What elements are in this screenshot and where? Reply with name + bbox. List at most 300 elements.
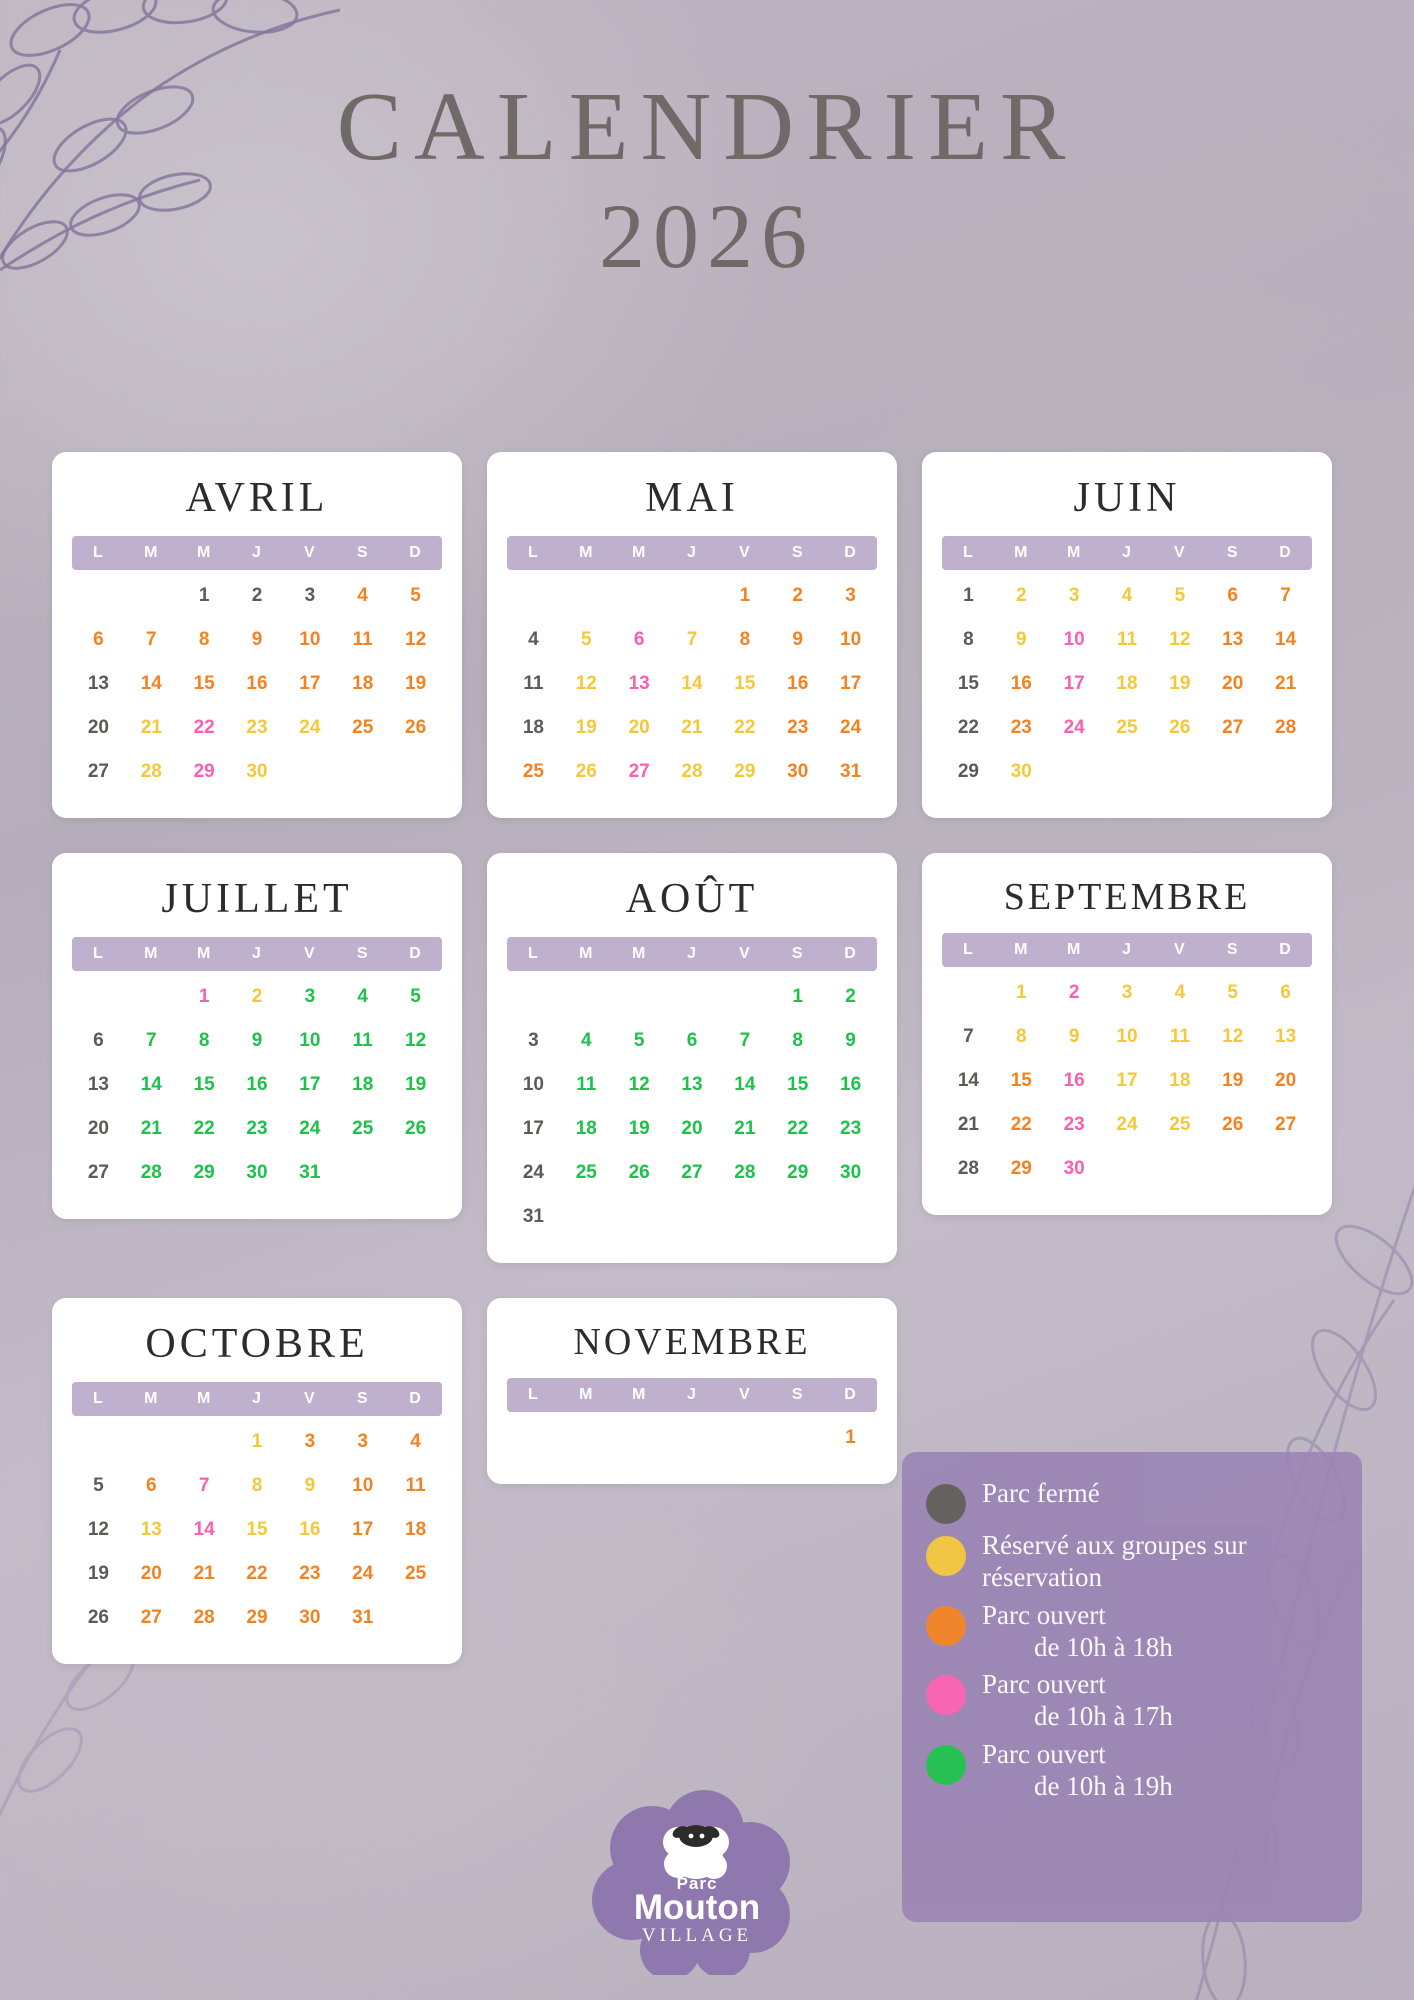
- day-cell[interactable]: 22: [193, 717, 215, 738]
- day-cell[interactable]: 12: [1222, 1026, 1244, 1047]
- weekday-label: L: [93, 1390, 104, 1407]
- weekday-header-row: [942, 536, 1312, 570]
- day-cell[interactable]: 5: [410, 585, 421, 606]
- empty-day-cell: [666, 1418, 719, 1458]
- day-cell[interactable]: 14: [957, 1070, 979, 1091]
- day-cell[interactable]: 21: [957, 1114, 979, 1135]
- day-cell[interactable]: 1: [198, 986, 210, 1007]
- day-cell[interactable]: 3: [304, 585, 316, 606]
- weekday-label: D: [409, 945, 422, 962]
- day-cell[interactable]: 5: [93, 1475, 104, 1496]
- day-cell[interactable]: 24: [522, 1162, 544, 1183]
- day-cell[interactable]: 13: [140, 1519, 162, 1540]
- day-cell[interactable]: 26: [575, 761, 597, 782]
- weekday-label: M: [1014, 544, 1029, 561]
- day-cell[interactable]: 20: [1222, 673, 1244, 694]
- empty-day-cell: [507, 977, 560, 1017]
- day-cell[interactable]: 24: [299, 1118, 321, 1139]
- day-cell[interactable]: 30: [246, 761, 268, 782]
- day-cell[interactable]: 27: [87, 761, 109, 782]
- day-cell[interactable]: 21: [193, 1563, 215, 1584]
- day-cell[interactable]: 30: [246, 1162, 268, 1183]
- day-cell[interactable]: 3: [1068, 585, 1080, 606]
- weekday-header-row: [72, 536, 442, 570]
- day-cell[interactable]: 21: [1275, 673, 1297, 694]
- legend-line-1: Parc ouvert: [982, 1599, 1106, 1630]
- month-card-août: [487, 853, 897, 1263]
- day-cell[interactable]: 19: [1169, 673, 1191, 694]
- day-cell[interactable]: 1: [198, 585, 210, 606]
- day-cell[interactable]: 18: [1169, 1070, 1191, 1091]
- weekday-label: S: [791, 945, 804, 962]
- day-cell[interactable]: 26: [405, 717, 427, 738]
- day-cell[interactable]: 21: [681, 717, 703, 738]
- day-cell[interactable]: 3: [1121, 982, 1133, 1003]
- weekday-label: J: [252, 945, 262, 962]
- day-cell[interactable]: 2: [251, 585, 263, 606]
- day-cell[interactable]: 23: [1010, 717, 1032, 738]
- month-title: MAI: [645, 475, 739, 521]
- day-cell[interactable]: 5: [580, 629, 592, 650]
- logo-parc-label: Parc: [676, 1874, 718, 1893]
- day-cell[interactable]: 15: [193, 1074, 215, 1095]
- day-cell[interactable]: 10: [840, 629, 862, 650]
- day-cell[interactable]: 10: [522, 1074, 544, 1095]
- weekday-label: V: [1174, 544, 1186, 561]
- day-cell[interactable]: 4: [410, 1431, 421, 1452]
- day-cell[interactable]: 1: [251, 1431, 263, 1452]
- day-cell[interactable]: 23: [1063, 1114, 1085, 1135]
- day-cell[interactable]: 18: [522, 717, 544, 738]
- empty-day-cell: [125, 977, 178, 1017]
- weekday-label: J: [687, 544, 697, 561]
- weekday-label: J: [1122, 544, 1132, 561]
- day-cell[interactable]: 7: [963, 1026, 974, 1047]
- day-cell[interactable]: 13: [1222, 629, 1244, 650]
- day-cell[interactable]: 22: [957, 717, 979, 738]
- day-cell[interactable]: 29: [246, 1607, 268, 1628]
- day-cell[interactable]: 20: [628, 717, 650, 738]
- legend-dot-open17: [926, 1675, 966, 1715]
- day-cell[interactable]: 11: [405, 1475, 426, 1496]
- day-cell[interactable]: 19: [628, 1118, 650, 1139]
- day-cell[interactable]: 5: [410, 986, 421, 1007]
- day-cell[interactable]: 29: [193, 761, 215, 782]
- day-cell[interactable]: 19: [1222, 1070, 1244, 1091]
- day-cell[interactable]: 26: [1169, 717, 1191, 738]
- day-cell[interactable]: 30: [1063, 1158, 1085, 1179]
- day-cell[interactable]: 17: [299, 673, 321, 694]
- day-cell[interactable]: 4: [357, 986, 368, 1007]
- empty-day-cell: [666, 576, 719, 616]
- weekday-label: S: [356, 1390, 369, 1407]
- weekday-label: J: [252, 1390, 262, 1407]
- day-cell[interactable]: 10: [1116, 1026, 1138, 1047]
- day-cell[interactable]: 22: [1010, 1114, 1032, 1135]
- day-cell[interactable]: 11: [523, 673, 544, 694]
- legend-line-2: réservation: [982, 1561, 1102, 1592]
- day-cell[interactable]: 30: [299, 1607, 321, 1628]
- month-title: AVRIL: [185, 475, 329, 521]
- empty-day-cell: [72, 576, 125, 616]
- day-cell[interactable]: 9: [1015, 629, 1027, 650]
- day-cell[interactable]: 13: [1275, 1026, 1297, 1047]
- weekday-label: M: [579, 1386, 594, 1403]
- day-cell[interactable]: 9: [251, 1030, 263, 1051]
- weekday-header-row: [507, 937, 877, 971]
- day-cell[interactable]: 10: [299, 629, 321, 650]
- weekday-label: S: [791, 544, 804, 561]
- weekday-label: L: [963, 544, 974, 561]
- day-cell[interactable]: 22: [193, 1118, 215, 1139]
- day-cell[interactable]: 7: [145, 629, 157, 650]
- weekday-label: M: [196, 544, 212, 561]
- day-cell[interactable]: 31: [522, 1206, 544, 1227]
- day-cell[interactable]: 4: [1174, 982, 1186, 1003]
- day-cell[interactable]: 5: [1227, 982, 1238, 1003]
- weekday-label: D: [844, 1386, 857, 1403]
- day-cell[interactable]: 13: [681, 1074, 703, 1095]
- day-cell[interactable]: 24: [299, 717, 321, 738]
- day-cell[interactable]: 7: [739, 1030, 751, 1051]
- empty-day-cell: [613, 576, 666, 616]
- day-cell[interactable]: 5: [633, 1030, 645, 1051]
- day-cell[interactable]: 16: [1010, 673, 1032, 694]
- weekday-label: V: [739, 945, 751, 962]
- day-cell[interactable]: 11: [1169, 1026, 1190, 1047]
- day-cell[interactable]: 16: [840, 1074, 862, 1095]
- day-cell[interactable]: 11: [1116, 629, 1138, 650]
- day-cell[interactable]: 21: [140, 1118, 162, 1139]
- title-calendrier: CALENDRIER: [336, 73, 1078, 181]
- day-cell[interactable]: 28: [140, 1162, 162, 1183]
- day-cell[interactable]: 27: [1275, 1114, 1297, 1135]
- empty-day-cell: [178, 1422, 231, 1462]
- day-cell[interactable]: 27: [681, 1162, 703, 1183]
- day-cell[interactable]: 3: [528, 1030, 539, 1051]
- day-cell[interactable]: 28: [957, 1158, 979, 1179]
- day-cell[interactable]: 1: [963, 585, 974, 606]
- weekday-label: M: [579, 945, 594, 962]
- legend-text: [982, 1669, 1173, 1733]
- day-cell[interactable]: 5: [1174, 585, 1186, 606]
- day-cell[interactable]: 6: [1227, 585, 1238, 606]
- day-cell[interactable]: 15: [246, 1519, 268, 1540]
- day-cell[interactable]: 18: [1116, 673, 1138, 694]
- day-cell[interactable]: 1: [1015, 982, 1027, 1003]
- day-cell[interactable]: 11: [576, 1074, 597, 1095]
- weekday-label: D: [409, 544, 422, 561]
- weekday-label: M: [144, 1390, 159, 1407]
- month-title: NOVEMBRE: [573, 1321, 811, 1363]
- day-cell[interactable]: 16: [1063, 1070, 1085, 1091]
- weekday-label: D: [844, 544, 857, 561]
- empty-day-cell: [72, 1422, 125, 1462]
- day-cell[interactable]: 7: [198, 1475, 210, 1496]
- day-cell[interactable]: 15: [734, 673, 756, 694]
- day-cell[interactable]: 25: [522, 761, 544, 782]
- day-cell[interactable]: 4: [580, 1030, 592, 1051]
- day-cell[interactable]: 24: [1116, 1114, 1138, 1135]
- day-cell[interactable]: 8: [963, 629, 974, 650]
- weekday-label: V: [739, 1386, 751, 1403]
- day-cell[interactable]: 15: [787, 1074, 809, 1095]
- day-cell[interactable]: 25: [352, 717, 374, 738]
- day-cell[interactable]: 18: [575, 1118, 597, 1139]
- day-cell[interactable]: 2: [1015, 585, 1027, 606]
- day-cell[interactable]: 2: [845, 986, 856, 1007]
- day-cell[interactable]: 14: [193, 1519, 215, 1540]
- day-cell[interactable]: 11: [352, 629, 373, 650]
- month-title: JUILLET: [161, 876, 353, 922]
- empty-day-cell: [507, 576, 560, 616]
- day-cell[interactable]: 6: [145, 1475, 157, 1496]
- day-cell[interactable]: 12: [628, 1074, 650, 1095]
- day-cell[interactable]: 23: [787, 717, 809, 738]
- day-cell[interactable]: 29: [957, 761, 979, 782]
- day-cell[interactable]: 26: [1222, 1114, 1244, 1135]
- day-cell[interactable]: 27: [140, 1607, 162, 1628]
- day-cell[interactable]: 19: [575, 717, 597, 738]
- day-cell[interactable]: 30: [1010, 761, 1032, 782]
- day-cell[interactable]: 28: [193, 1607, 215, 1628]
- day-cell[interactable]: 9: [845, 1030, 856, 1051]
- day-cell[interactable]: 13: [87, 1074, 109, 1095]
- day-cell[interactable]: 28: [140, 761, 162, 782]
- day-cell[interactable]: 18: [352, 673, 374, 694]
- day-cell[interactable]: 30: [840, 1162, 862, 1183]
- day-cell[interactable]: 29: [193, 1162, 215, 1183]
- day-cell[interactable]: 12: [1169, 629, 1191, 650]
- legend-item: [926, 1600, 1338, 1664]
- weekday-label: D: [409, 1390, 422, 1407]
- day-cell[interactable]: 9: [304, 1475, 316, 1496]
- empty-day-cell: [125, 576, 178, 616]
- day-cell[interactable]: 17: [840, 673, 862, 694]
- day-cell[interactable]: 29: [787, 1162, 809, 1183]
- weekday-label: J: [687, 945, 697, 962]
- weekday-label: V: [1174, 941, 1186, 958]
- day-cell[interactable]: 14: [140, 1074, 162, 1095]
- day-cell[interactable]: 12: [87, 1519, 109, 1540]
- day-cell[interactable]: 21: [140, 717, 162, 738]
- day-cell[interactable]: 8: [1015, 1026, 1027, 1047]
- empty-day-cell: [666, 977, 719, 1017]
- day-cell[interactable]: 25: [352, 1118, 374, 1139]
- day-cell[interactable]: 8: [198, 1030, 210, 1051]
- day-cell[interactable]: 14: [140, 673, 162, 694]
- day-cell[interactable]: 2: [251, 986, 263, 1007]
- day-cell[interactable]: 28: [681, 761, 703, 782]
- day-grid: [507, 1418, 877, 1458]
- day-cell[interactable]: 20: [87, 1118, 109, 1139]
- day-cell[interactable]: 20: [681, 1118, 703, 1139]
- weekday-label: V: [304, 945, 316, 962]
- day-cell[interactable]: 17: [352, 1519, 374, 1540]
- day-cell[interactable]: 9: [792, 629, 803, 650]
- day-cell[interactable]: 6: [93, 1030, 104, 1051]
- empty-day-cell: [72, 977, 125, 1017]
- day-cell[interactable]: 23: [246, 717, 268, 738]
- day-cell[interactable]: 17: [1063, 673, 1085, 694]
- day-cell[interactable]: 17: [1116, 1070, 1138, 1091]
- day-cell[interactable]: 12: [405, 1030, 427, 1051]
- day-cell[interactable]: 25: [405, 1563, 427, 1584]
- day-cell[interactable]: 4: [528, 629, 539, 650]
- day-cell[interactable]: 13: [628, 673, 650, 694]
- day-cell[interactable]: 3: [304, 1431, 316, 1452]
- month-title: OCTOBRE: [145, 1321, 369, 1367]
- day-cell[interactable]: 22: [734, 717, 756, 738]
- day-cell[interactable]: 3: [845, 585, 856, 606]
- day-cell[interactable]: 7: [1280, 585, 1291, 606]
- day-cell[interactable]: 28: [734, 1162, 756, 1183]
- day-cell[interactable]: 6: [686, 1030, 698, 1051]
- day-cell[interactable]: 17: [522, 1118, 544, 1139]
- day-cell[interactable]: 31: [299, 1162, 321, 1183]
- legend-line-1: Réservé aux groupes sur: [982, 1530, 1247, 1560]
- weekday-label: D: [1279, 544, 1292, 561]
- day-cell[interactable]: 18: [405, 1519, 427, 1540]
- legend-text: [982, 1478, 1100, 1510]
- day-cell[interactable]: 24: [1063, 717, 1085, 738]
- day-cell[interactable]: 29: [1010, 1158, 1032, 1179]
- weekday-label: M: [1066, 544, 1082, 561]
- weekday-label: J: [252, 544, 262, 561]
- day-cell[interactable]: 12: [405, 629, 427, 650]
- day-cell[interactable]: 30: [787, 761, 809, 782]
- legend-item: [926, 1669, 1338, 1733]
- weekday-label: S: [356, 945, 369, 962]
- day-cell[interactable]: 20: [140, 1563, 162, 1584]
- weekday-label: S: [356, 544, 369, 561]
- day-cell[interactable]: 8: [792, 1030, 803, 1051]
- weekday-label: M: [579, 544, 594, 561]
- day-cell[interactable]: 4: [357, 585, 368, 606]
- day-cell[interactable]: 15: [193, 673, 215, 694]
- day-cell[interactable]: 16: [787, 673, 809, 694]
- empty-day-cell: [613, 977, 666, 1017]
- day-cell[interactable]: 24: [840, 717, 862, 738]
- day-cell[interactable]: 27: [87, 1162, 109, 1183]
- logo-text: [592, 1790, 802, 1975]
- day-cell[interactable]: 22: [787, 1118, 809, 1139]
- day-cell[interactable]: 25: [575, 1162, 597, 1183]
- day-cell[interactable]: 25: [1116, 717, 1138, 738]
- day-cell[interactable]: 27: [628, 761, 650, 782]
- day-cell[interactable]: 15: [1010, 1070, 1032, 1091]
- day-cell[interactable]: 28: [1275, 717, 1297, 738]
- day-cell[interactable]: 13: [87, 673, 109, 694]
- day-cell[interactable]: 26: [405, 1118, 427, 1139]
- day-cell[interactable]: 11: [352, 1030, 373, 1051]
- day-cell[interactable]: 6: [93, 629, 104, 650]
- day-cell[interactable]: 19: [405, 1074, 427, 1095]
- page-title: [0, 73, 1414, 287]
- day-cell[interactable]: 9: [1068, 1026, 1080, 1047]
- day-cell[interactable]: 26: [87, 1607, 109, 1628]
- empty-day-cell: [560, 576, 613, 616]
- day-cell[interactable]: 1: [739, 585, 751, 606]
- day-cell[interactable]: 31: [352, 1607, 374, 1628]
- logo[interactable]: [592, 1790, 802, 1975]
- day-cell[interactable]: 26: [628, 1162, 650, 1183]
- day-cell[interactable]: 19: [405, 673, 427, 694]
- day-cell[interactable]: 27: [1222, 717, 1244, 738]
- day-cell[interactable]: 18: [352, 1074, 374, 1095]
- day-cell[interactable]: 14: [734, 1074, 756, 1095]
- day-cell[interactable]: 14: [1275, 629, 1297, 650]
- day-cell[interactable]: 10: [352, 1475, 374, 1496]
- day-cell[interactable]: 23: [246, 1118, 268, 1139]
- legend-line-2: de 10h à 17h: [1034, 1701, 1173, 1732]
- legend-line-2: de 10h à 19h: [1034, 1771, 1173, 1802]
- day-cell[interactable]: 2: [792, 585, 803, 606]
- day-cell[interactable]: 10: [1063, 629, 1085, 650]
- day-cell[interactable]: 21: [734, 1118, 756, 1139]
- day-cell[interactable]: 24: [352, 1563, 374, 1584]
- day-cell[interactable]: 9: [251, 629, 263, 650]
- legend-dot-groups: [926, 1536, 966, 1576]
- weekday-label: J: [1122, 941, 1132, 958]
- day-cell[interactable]: 31: [840, 761, 862, 782]
- day-cell[interactable]: 3: [357, 1431, 368, 1452]
- day-cell[interactable]: 23: [840, 1118, 862, 1139]
- day-cell[interactable]: 1: [845, 1427, 856, 1448]
- legend-item: [926, 1739, 1338, 1803]
- day-cell[interactable]: 3: [304, 986, 316, 1007]
- legend-text: [982, 1600, 1173, 1664]
- day-cell[interactable]: 22: [246, 1563, 268, 1584]
- day-cell[interactable]: 7: [686, 629, 698, 650]
- weekday-header-row: [72, 1382, 442, 1416]
- weekday-header-row: [507, 536, 877, 570]
- weekday-label: S: [791, 1386, 804, 1403]
- day-cell[interactable]: 8: [251, 1475, 263, 1496]
- weekday-label: L: [93, 544, 104, 561]
- day-cell[interactable]: 7: [145, 1030, 157, 1051]
- empty-day-cell: [507, 1418, 560, 1458]
- day-cell[interactable]: 16: [246, 1074, 268, 1095]
- day-cell[interactable]: 4: [1121, 585, 1133, 606]
- weekday-label: L: [528, 544, 539, 561]
- day-cell[interactable]: 20: [87, 717, 109, 738]
- day-cell[interactable]: 15: [957, 673, 979, 694]
- day-cell[interactable]: 12: [575, 673, 597, 694]
- day-cell[interactable]: 23: [299, 1563, 321, 1584]
- day-cell[interactable]: 2: [1068, 982, 1080, 1003]
- day-cell[interactable]: 17: [299, 1074, 321, 1095]
- day-cell[interactable]: 16: [246, 673, 268, 694]
- weekday-label: J: [687, 1386, 697, 1403]
- day-grid: [507, 576, 877, 792]
- weekday-label: M: [196, 1390, 212, 1407]
- day-cell[interactable]: 14: [681, 673, 703, 694]
- day-cell[interactable]: 6: [633, 629, 645, 650]
- day-cell[interactable]: 16: [299, 1519, 321, 1540]
- day-cell[interactable]: 29: [734, 761, 756, 782]
- day-cell[interactable]: 19: [87, 1563, 109, 1584]
- day-cell[interactable]: 20: [1275, 1070, 1297, 1091]
- day-cell[interactable]: 6: [1280, 982, 1291, 1003]
- day-cell[interactable]: 8: [739, 629, 751, 650]
- day-cell[interactable]: 1: [792, 986, 803, 1007]
- day-cell[interactable]: 10: [299, 1030, 321, 1051]
- day-cell[interactable]: 8: [198, 629, 210, 650]
- day-cell[interactable]: 25: [1169, 1114, 1191, 1135]
- weekday-label: M: [631, 1386, 647, 1403]
- logo-village-label: VILLAGE: [641, 1925, 753, 1946]
